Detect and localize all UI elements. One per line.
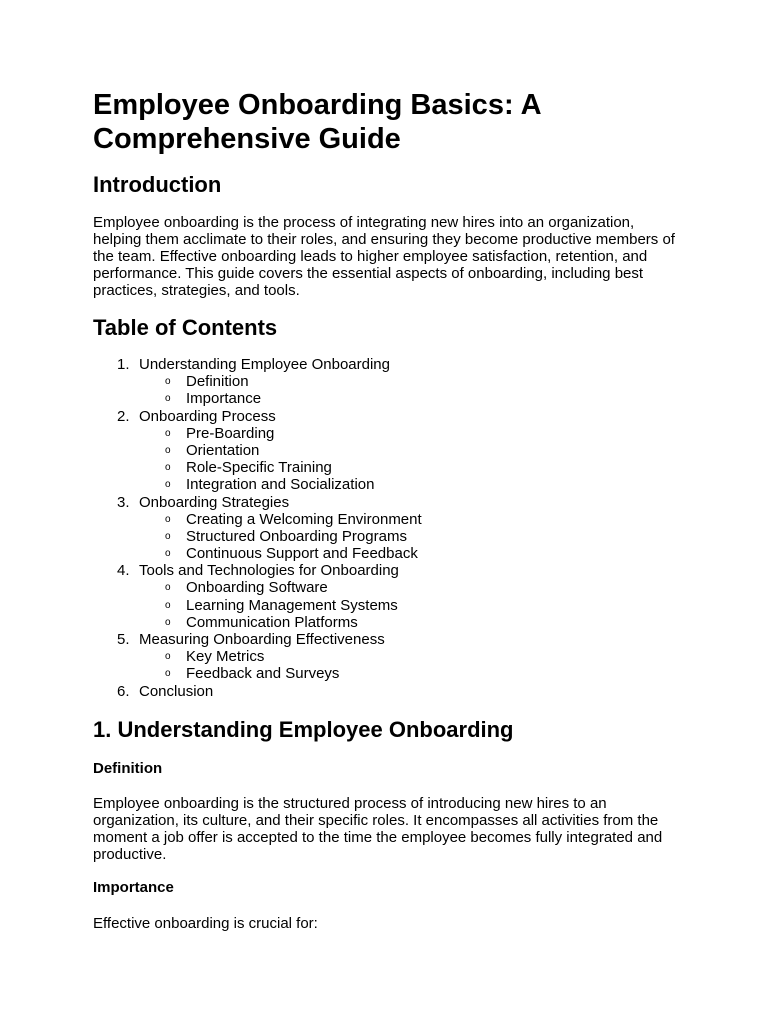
toc-item: [93, 683, 693, 700]
hollow-bullet-icon: o: [165, 582, 171, 594]
toc-subitem: [93, 648, 693, 665]
toc-item: [93, 408, 693, 425]
toc-item-label: Onboarding Strategies: [139, 493, 290, 511]
toc-item-label: Conclusion: [139, 682, 214, 700]
toc-subitem-label: Continuous Support and Feedback: [186, 545, 418, 563]
toc-subitem-label: Pre-Boarding: [186, 424, 275, 442]
toc-subitem-label: Feedback and Surveys: [186, 665, 340, 683]
toc-subitem-label: Learning Management Systems: [186, 596, 398, 614]
document-title: Employee Onboarding Basics: A Comprehensive Guide: [93, 89, 541, 155]
toc-item-number: 4.: [117, 562, 130, 580]
hollow-bullet-icon: o: [165, 393, 171, 405]
toc-subitem: [93, 511, 693, 528]
toc-item-number: 2.: [117, 407, 130, 425]
hollow-bullet-icon: o: [165, 599, 171, 611]
introduction-paragraph: Employee onboarding is the process of integrating new hires into an organization, helping them acclimate to their roles, and ensuring they become productive members of the team. Effective onboarding leads to higher employee satisfaction, retention, and performance. This guide covers the essential aspects of onboarding, including best practices, strategies, and tools.: [93, 214, 675, 299]
toc-subitem-label: Structured Onboarding Programs: [186, 527, 407, 545]
hollow-bullet-icon: o: [165, 479, 171, 491]
toc-subitem: [93, 390, 693, 407]
hollow-bullet-icon: o: [165, 462, 171, 474]
toc-subitem: [93, 373, 693, 390]
toc-subitem: [93, 614, 693, 631]
toc-subitem-label: Importance: [186, 390, 262, 408]
definition-paragraph: Employee onboarding is the structured process of introducing new hires to an organization, its culture, and their specific roles. It encompasses all activities from the moment a job offer is accepted to the time the employee becomes fully integrated and productive.: [93, 795, 663, 863]
toc-subitem-label: Onboarding Software: [186, 579, 328, 597]
toc-subitem: [93, 597, 693, 614]
table-of-contents: [93, 356, 693, 700]
introduction-heading: Introduction: [93, 172, 222, 197]
importance-heading: Importance: [93, 879, 174, 896]
toc-subitem: [93, 425, 693, 442]
toc-item-number: 6.: [117, 682, 130, 700]
toc-subitem-label: Orientation: [186, 441, 260, 459]
toc-heading: Table of Contents: [93, 315, 278, 340]
toc-subitem-label: Role-Specific Training: [186, 459, 332, 477]
hollow-bullet-icon: o: [165, 651, 171, 663]
toc-item-number: 1.: [117, 356, 130, 373]
toc-subitem-label: Key Metrics: [186, 648, 265, 666]
toc-subitem: [93, 545, 693, 562]
toc-item-number: 5.: [117, 631, 130, 648]
toc-item: [93, 631, 693, 648]
toc-item-label: Understanding Employee Onboarding: [139, 356, 390, 373]
hollow-bullet-icon: o: [165, 616, 171, 628]
hollow-bullet-icon: o: [165, 668, 171, 680]
toc-subitem: [93, 476, 693, 493]
toc-item: [93, 356, 693, 373]
toc-item-number: 3.: [117, 493, 130, 511]
section-1-heading: 1. Understanding Employee Onboarding: [93, 717, 514, 742]
hollow-bullet-icon: o: [165, 376, 171, 388]
importance-paragraph: Effective onboarding is crucial for:: [93, 915, 318, 932]
toc-subitem: [93, 579, 693, 596]
hollow-bullet-icon: o: [165, 530, 171, 542]
toc-item-label: Measuring Onboarding Effectiveness: [139, 631, 385, 648]
toc-item-label: Onboarding Process: [139, 407, 276, 425]
toc-subitem-label: Definition: [186, 373, 249, 391]
toc-subitem: [93, 442, 693, 459]
hollow-bullet-icon: o: [165, 548, 171, 560]
hollow-bullet-icon: o: [165, 444, 171, 456]
toc-subitem: [93, 665, 693, 682]
toc-subitem-label: Communication Platforms: [186, 613, 358, 631]
toc-subitem: [93, 528, 693, 545]
toc-subitem: [93, 459, 693, 476]
toc-subitem-label: Integration and Socialization: [186, 476, 375, 494]
definition-heading: Definition: [93, 760, 163, 777]
hollow-bullet-icon: o: [165, 427, 171, 439]
toc-item-label: Tools and Technologies for Onboarding: [139, 562, 399, 580]
hollow-bullet-icon: o: [165, 513, 171, 525]
toc-item: [93, 562, 693, 579]
toc-item: [93, 494, 693, 511]
toc-subitem-label: Creating a Welcoming Environment: [186, 510, 422, 528]
